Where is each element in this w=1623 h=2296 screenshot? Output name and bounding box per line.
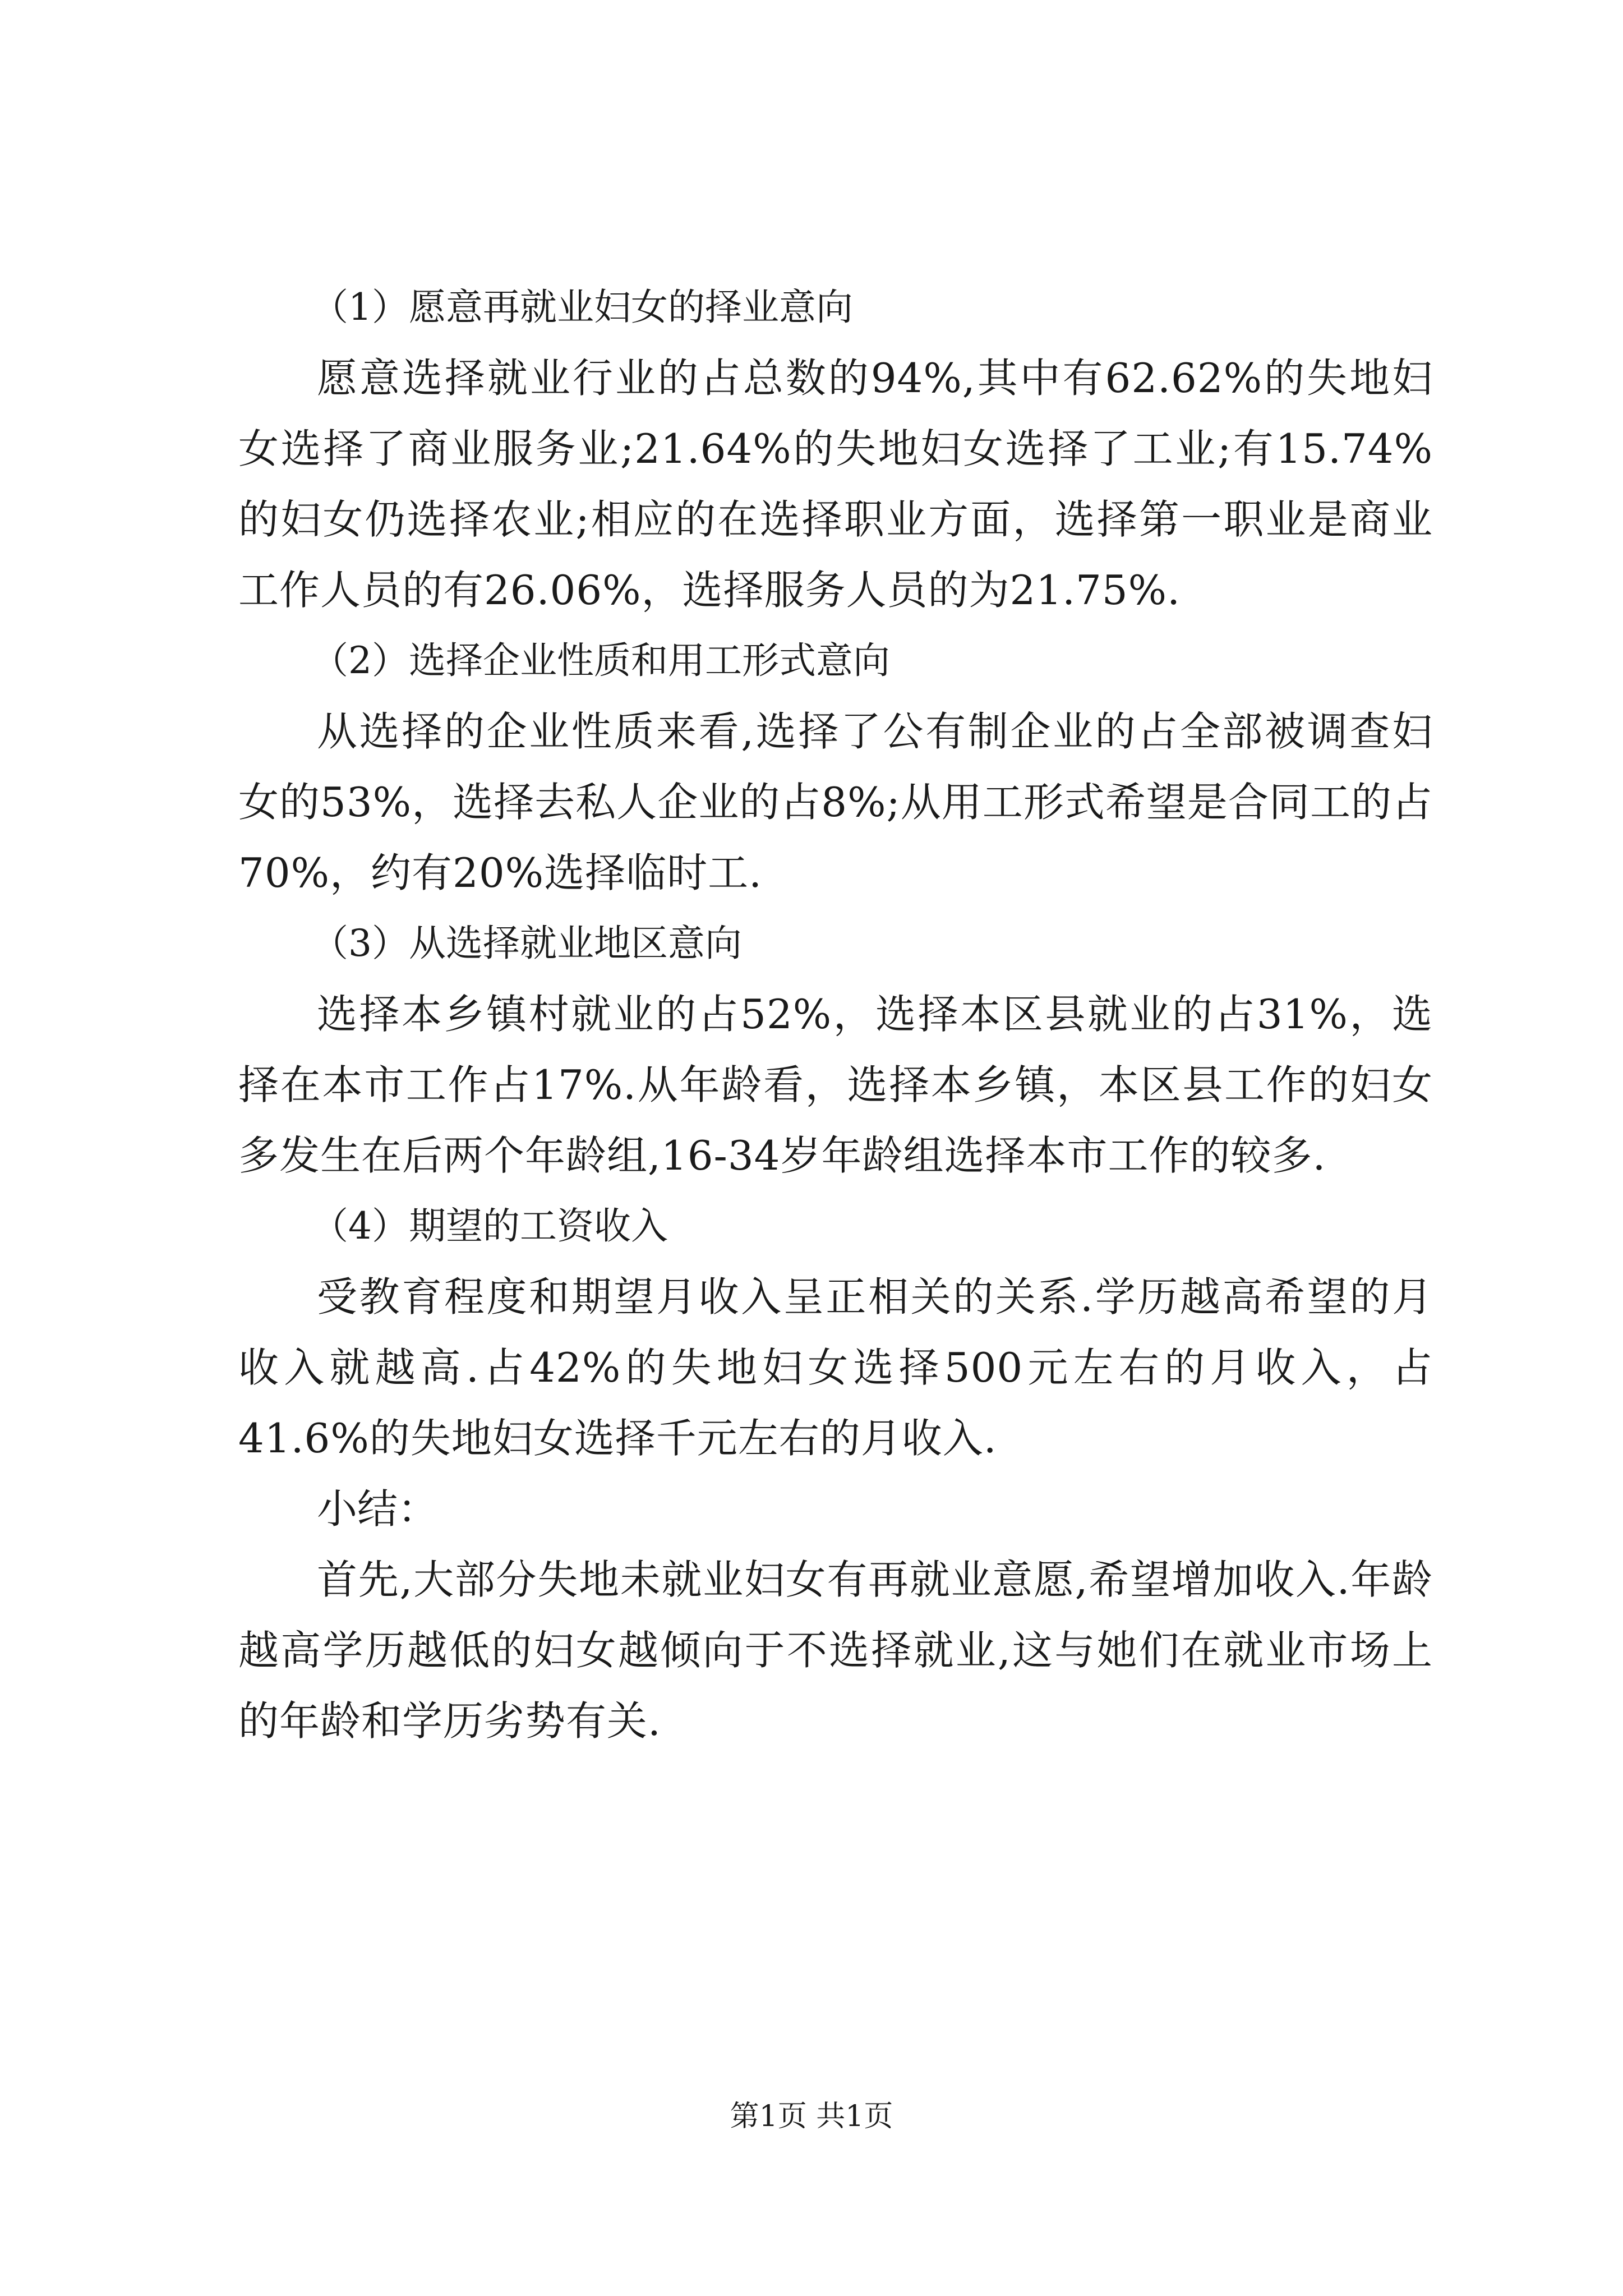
section-heading-1: （1）愿意再就业妇女的择业意向: [311, 286, 853, 329]
document-body: [238, 272, 1433, 1756]
summary-label: 小结：: [317, 1485, 439, 1533]
section-heading-4: （4）期望的工资收入: [311, 1204, 668, 1248]
paragraph-summary: 首先,大部分失地未就业妇女有再就业意愿,希望增加收入.年龄越高学历越低的妇女越倾向于不选择就业,这与她们在就业市场上的年龄和学历劣势有关.: [238, 1556, 1433, 1745]
section-heading-2: （2）选择企业性质和用工形式意向: [311, 639, 890, 682]
paragraph-3: 选择本乡镇村就业的占52%，选择本区县就业的占31%，选择在本市工作占17%.从年龄看，选择本乡镇，本区县工作的妇女多发生在后两个年龄组,16-34岁年龄组选择本市工作的较多.: [238, 991, 1433, 1179]
paragraph-2: 从选择的企业性质来看,选择了公有制企业的占全部被调查妇女的53%，选择去私人企业的占8%;从用工形式希望是合同工的占70%，约有20%选择临时工.: [238, 708, 1433, 896]
page-footer: 第1页 共1页: [730, 2100, 893, 2133]
paragraph-4: 受教育程度和期望月收入呈正相关的关系.学历越高希望的月收入就越高.占42%的失地妇女选择500元左右的月收入，占41.6%的失地妇女选择千元左右的月收入.: [238, 1273, 1433, 1462]
section-heading-3: （3）从选择就业地区意向: [311, 922, 742, 965]
paragraph-1: 愿意选择就业行业的占总数的94%,其中有62.62%的失地妇女选择了商业服务业;21.64%的失地妇女选择了工业;有15.74%的妇女仍选择农业;相应的在选择职业方面，选择第一职业是商业工作人员的有26.06%，选择服务人员的为21.75%.: [238, 355, 1433, 614]
